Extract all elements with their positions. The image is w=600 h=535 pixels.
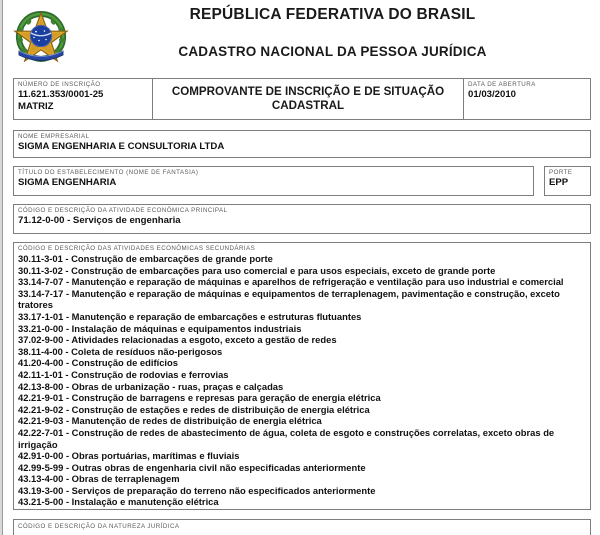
primary-activity-value: 71.12-0-00 - Serviços de engenharia	[18, 215, 181, 226]
secondary-activity-item: 42.99-5-99 - Outras obras de engenharia civil não especificadas anteriormente	[18, 461, 366, 473]
registry-title: CADASTRO NACIONAL DA PESSOA JURÍDICA	[178, 44, 487, 59]
opening-date-label: DATA DE ABERTURA	[468, 81, 536, 88]
trade-name-field	[13, 166, 534, 196]
opening-date-cell	[464, 79, 590, 119]
secondary-activity-item: 30.11-3-01 - Construção de embarcações de grande porte	[18, 253, 273, 264]
secondary-activity-item: 42.11-1-01 - Construção de rodovias e ferrovias	[18, 368, 229, 380]
primary-activity-label: CÓDIGO E DESCRIÇÃO DA ATIVIDADE ECONÔMICA PRINCIPAL	[18, 207, 228, 214]
secondary-activities-label: CÓDIGO E DESCRIÇÃO DAS ATIVIDADES ECONÔMICAS SECUNDÁRIAS	[18, 245, 256, 252]
secondary-activities-field	[13, 242, 591, 510]
company-size-field	[544, 166, 591, 196]
secondary-activity-item: 33.14-7-17 - Manutenção e reparação de máquinas e equipamentos de terraplenagem, pavimentação e construção, exceto tratores	[18, 287, 560, 311]
secondary-activity-item: 42.13-8-00 - Obras de urbanização - ruas, praças e calçadas	[18, 380, 284, 392]
secondary-activity-item: 30.11-3-02 - Construção de embarcações para uso comercial e para usos especiais, exceto de grande porte	[18, 264, 496, 276]
establishment-type-value: MATRIZ	[18, 101, 54, 112]
business-name-label: NOME EMPRESARIAL	[18, 133, 90, 140]
secondary-activity-item: 43.13-4-00 - Obras de terraplenagem	[18, 473, 180, 485]
business-name-value: SIGMA ENGENHARIA E CONSULTORIA LTDA	[18, 141, 225, 152]
legal-nature-label: CÓDIGO E DESCRIÇÃO DA NATUREZA JURÍDICA	[18, 523, 180, 530]
inscription-number-cell	[14, 79, 153, 119]
certificate-title: COMPROVANTE DE INSCRIÇÃO E DE SITUAÇÃO CADASTRAL	[171, 85, 445, 112]
cnpj-document-page	[2, 0, 600, 535]
inscription-number-label: NÚMERO DE INSCRIÇÃO	[18, 81, 101, 88]
trade-name-value: SIGMA ENGENHARIA	[18, 177, 117, 188]
secondary-activity-item: 42.21-9-03 - Manutenção de redes de distribuição de energia elétrica	[18, 415, 322, 427]
document-masthead	[3, 0, 600, 72]
secondary-activity-item: 42.22-7-01 - Construção de redes de abastecimento de água, coleta de esgoto e construções correlatas, exceto obras de irrigação	[18, 426, 555, 450]
secondary-activity-item: 43.21-5-00 - Instalação e manutenção elétrica	[18, 496, 219, 508]
secondary-activity-item: 42.21-9-02 - Construção de estações e redes de distribuição de energia elétrica	[18, 403, 370, 415]
certificate-title-cell	[153, 79, 464, 119]
secondary-activities-list	[14, 253, 590, 508]
secondary-activity-item: 33.17-1-01 - Manutenção e reparação de embarcações e estruturas flutuantes	[18, 310, 362, 322]
company-size-value: EPP	[549, 177, 569, 188]
secondary-activity-item: 42.21-9-01 - Construção de barragens e represas para geração de energia elétrica	[18, 392, 381, 404]
secondary-activity-item: 38.11-4-00 - Coleta de resíduos não-perigosos	[18, 345, 223, 357]
trade-name-label: TÍTULO DO ESTABELECIMENTO (NOME DE FANTASIA)	[18, 169, 199, 176]
primary-activity-field	[13, 204, 591, 234]
inscription-number-value: 11.621.353/0001-25	[18, 89, 104, 100]
header-field-row	[13, 78, 591, 120]
business-name-field	[13, 130, 591, 158]
secondary-activity-item: 43.19-3-00 - Serviços de preparação do terreno não especificados anteriormente	[18, 484, 376, 496]
opening-date-value: 01/03/2010	[468, 89, 517, 100]
secondary-activity-item: 37.02-9-00 - Atividades relacionadas a esgoto, exceto a gestão de redes	[18, 334, 337, 346]
secondary-activity-item: 42.91-0-00 - Obras portuárias, marítimas e fluviais	[18, 450, 240, 462]
secondary-activity-item: 33.21-0-00 - Instalação de máquinas e equipamentos industriais	[18, 322, 302, 334]
page-title: REPÚBLICA FEDERATIVA DO BRASIL	[189, 6, 476, 23]
legal-nature-field	[13, 519, 591, 535]
secondary-activity-item: 33.14-7-07 - Manutenção e reparação de máquinas e aparelhos de refrigeração e ventilação para uso industrial e comercial	[18, 276, 564, 288]
brazil-coat-of-arms-icon	[13, 6, 69, 64]
company-size-label: PORTE	[549, 169, 573, 176]
secondary-activity-item: 41.20-4-00 - Construção de edifícios	[18, 357, 178, 369]
